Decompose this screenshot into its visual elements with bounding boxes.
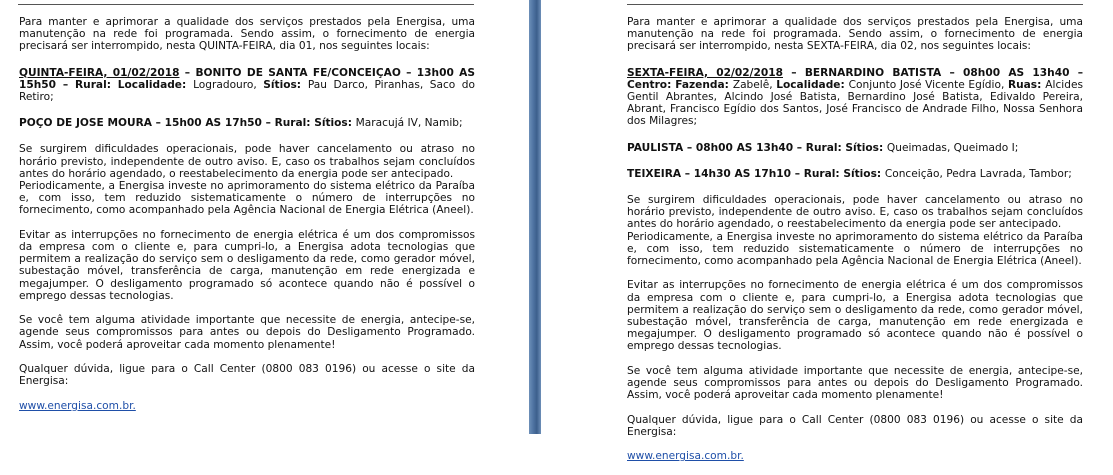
page-content xyxy=(627,16,1083,475)
schedule-sitios-label: Sítios: xyxy=(263,78,308,91)
schedule-sitios: Queimadas, Queimado I; xyxy=(886,141,1019,154)
schedule-item xyxy=(19,67,475,104)
schedule-locality: Logradouro, xyxy=(193,78,264,91)
schedule-locality: Conjunto José Vicente Egídio, xyxy=(848,78,1008,91)
avoid-paragraph: Evitar as interrupções no fornecimento de energia elétrica é um dos compromissos da empresa com o cliente e, para cumpri-lo, a Energisa adota tecnologias que permitem a realização do serviço sem o desligamento da rede, como gerador móvel, subestação móvel, transferência de carga, manutenção em rede energizada e megajumper. O desligamento programado só acontece quando não é possível o emprego dessas tecnologias. xyxy=(627,279,1083,353)
page-gutter xyxy=(529,0,541,434)
disclaimer-paragraph: Se surgirem dificuldades operacionais, pode haver cancelamento ou atraso no horário previsto, independente de outro aviso. E, caso os trabalhos sejam concluídos antes do horário agendado, o reestabelecimento da energia pode ser antecipado. xyxy=(19,143,475,180)
avoid-paragraph: Evitar as interrupções no fornecimento de energia elétrica é um dos compromissos da empresa com o cliente e, para cumpri-lo, a Energisa adota tecnologias que permitem a realização do serviço sem o desligamento da rede, como gerador móvel, subestação móvel, transferência de carga, manutenção em rede energizada e megajumper. O desligamento programado só acontece quando não é possível o emprego dessas tecnologias. xyxy=(19,228,475,302)
schedule-title: – BERNARDINO BATISTA – 08h00 AS 13h40 – Centro: Fazenda: xyxy=(627,66,1083,91)
intro-paragraph: Para manter e aprimorar a qualidade dos serviços prestados pela Energisa, uma manutenção na rede foi programada. Sendo assim, o fornecimento de energia precisará ser interrompido, nesta SEXTA-FEIRA, dia 02, nos seguintes locais: xyxy=(627,16,1083,53)
investment-paragraph: Periodicamente, a Energisa investe no aprimoramento do sistema elétrico da Paraíba e, com isso, tem reduzido sistematicamente o número de interrupções no fornecimento, como acompanhado pela Agência Nacional de Energia Elétrica (Aneel). xyxy=(19,180,475,217)
advice-paragraph: Se você tem alguma atividade importante que necessite de energia, antecipe-se, agende seus compromissos para antes ou depois do Desligamento Programado. Assim, você poderá aproveitar cada momento plenamente! xyxy=(19,314,475,351)
intro-paragraph: Para manter e aprimorar a qualidade dos serviços prestados pela Energisa, uma manutenção na rede foi programada. Sendo assim, o fornecimento de energia precisará ser interrompido, nesta QUINTA-FEIRA, dia 01, nos seguintes locais: xyxy=(19,16,475,53)
schedule-date: QUINTA-FEIRA, 01/02/2018 xyxy=(19,66,180,79)
page-top-rule xyxy=(18,4,474,5)
contact-paragraph: Qualquer dúvida, ligue para o Call Center (0800 083 0196) ou acesse o site da Energisa: xyxy=(19,363,475,388)
contact-paragraph: Qualquer dúvida, ligue para o Call Center (0800 083 0196) ou acesse o site da Energisa: xyxy=(627,413,1083,438)
document-page-right xyxy=(541,0,1113,463)
schedule-date: SEXTA-FEIRA, 02/02/2018 xyxy=(627,66,783,79)
disclaimer-paragraph: Se surgirem dificuldades operacionais, pode haver cancelamento ou atraso no horário previsto, independente de outro aviso. E, caso os trabalhos sejam concluídos antes do horário agendado, o reestabelecimento da energia pode ser antecipado. xyxy=(627,194,1083,231)
energisa-site-link[interactable]: www.energisa.com.br. xyxy=(627,450,744,463)
schedule-item xyxy=(627,67,1083,128)
document-page-left xyxy=(0,0,529,434)
page-top-rule xyxy=(627,4,1083,5)
schedule-item xyxy=(627,142,1083,154)
schedule-ruas: Alcides Gentil Abrantes, Alcindo José Batista, Bernardino José Batista, Edivaldo Pereira, Abrant, Francisco Egídio dos Santos, José Francisco de Andrade Filho, Nossa Senhora dos Milagres; xyxy=(627,78,1083,128)
schedule-sitios: Conceição, Pedra Lavrada, Tambor; xyxy=(884,167,1072,180)
investment-paragraph: Periodicamente, a Energisa investe no aprimoramento do sistema elétrico da Paraíba e, com isso, tem reduzido sistematicamente o número de interrupções no fornecimento, como acompanhado pela Agência Nacional de Energia Elétrica (Aneel). xyxy=(627,230,1083,268)
page-content xyxy=(19,16,475,424)
energisa-site-link[interactable]: www.energisa.com.br. xyxy=(19,399,136,412)
schedule-fazenda: Zabelê, xyxy=(732,78,777,91)
schedule-sitios: Maracujá IV, Namib; xyxy=(355,117,463,130)
schedule-title: POÇO DE JOSE MOURA – 15h00 AS 17h50 – Rural: Sítios: xyxy=(19,117,356,130)
schedule-item xyxy=(19,117,475,129)
schedule-title: PAULISTA – 08h00 AS 13h40 – Rural: Sítios: xyxy=(627,141,887,154)
schedule-locality-label: Localidade: xyxy=(776,78,849,91)
schedule-title: – BONITO DE SANTA FE/CONCEIÇAO – 13h00 AS 15h50 – Rural: Localidade: xyxy=(19,66,475,91)
schedule-sitios: Pau Darco, Piranhas, Saco do Retiro; xyxy=(19,78,476,104)
schedule-item xyxy=(627,168,1083,180)
advice-paragraph: Se você tem alguma atividade importante que necessite de energia, antecipe-se, agende seus compromissos para antes ou depois do Desligamento Programado. Assim, você poderá aproveitar cada momento plenamente! xyxy=(627,364,1083,402)
schedule-title: TEIXEIRA – 14h30 AS 17h10 – Rural: Sítios: xyxy=(627,167,885,180)
schedule-ruas-label: Ruas: xyxy=(1007,78,1046,91)
